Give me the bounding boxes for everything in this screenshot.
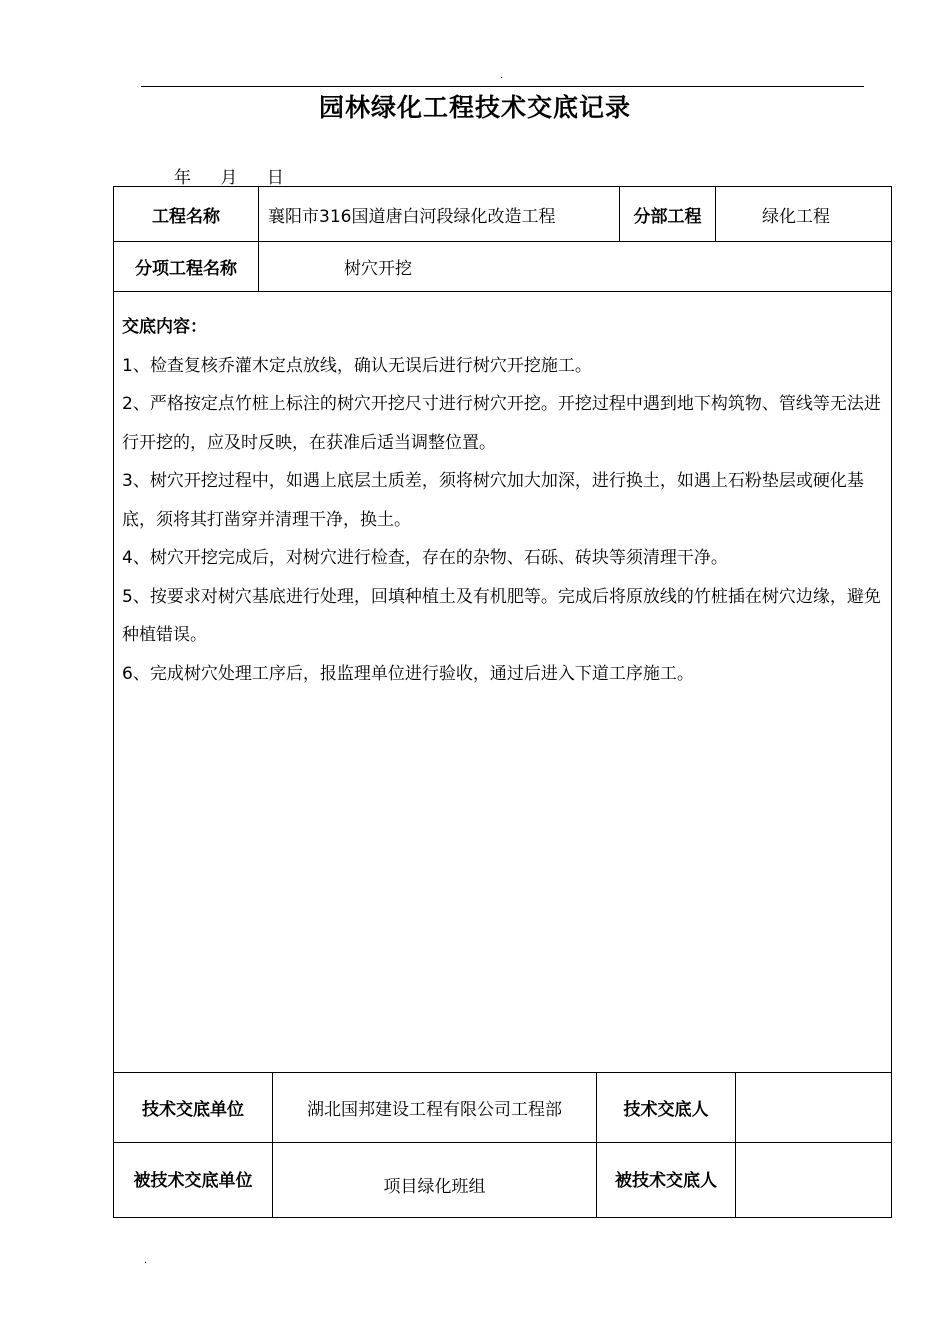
item-name-value: 树穴开挖 <box>344 259 412 279</box>
content-item-2: 2、严格按定点竹桩上标注的树穴开挖尺寸进行树穴开挖。开挖过程中遇到地下构筑物、管线等无法进行开挖的，应及时反映，在获准后适当调整位置。 <box>122 394 881 453</box>
project-name-label: 工程名称 <box>152 206 220 227</box>
header-rule <box>141 86 864 87</box>
header-dot: . <box>500 70 504 81</box>
content-item-5: 5、按要求对树穴基底进行处理，回填种植土及有机肥等。完成后将原放线的竹桩插在树穴边缘，避免种植错误。 <box>122 586 881 645</box>
content-item-4: 4、树穴开挖完成后，对树穴进行检查，存在的杂物、石砾、砖块等须清理干净。 <box>122 548 728 568</box>
col-divider-top-1 <box>258 186 259 292</box>
tech-person-value <box>736 1073 891 1142</box>
row-divider-2 <box>113 291 892 292</box>
content-heading: 交底内容： <box>122 317 207 337</box>
content-section <box>122 308 884 693</box>
date-line <box>174 163 308 188</box>
content-item-1: 1、检查复核乔灌木定点放线，确认无误后进行树穴开挖施工。 <box>122 355 592 376</box>
tech-unit-label: 技术交底单位 <box>142 1100 244 1120</box>
tech-person-label: 技术交底人 <box>623 1100 709 1120</box>
content-item-6: 6、完成树穴处理工序后，报监理单位进行验收，通过后进入下道工序施工。 <box>122 663 694 684</box>
recv-unit-value: 项目绿化班组 <box>383 1176 486 1197</box>
date-month-label: 月 <box>220 168 238 188</box>
recv-person-value <box>736 1143 891 1217</box>
item-name-label: 分项工程名称 <box>135 259 237 279</box>
project-name-value: 襄阳市316国道唐白河段绿化改造工程 <box>268 206 556 227</box>
tech-unit-value: 湖北国邦建设工程有限公司工程部 <box>307 1100 562 1120</box>
date-day-label: 日 <box>266 168 284 188</box>
recv-unit-label: 被技术交底单位 <box>133 1170 253 1191</box>
document-title: 园林绿化工程技术交底记录 <box>318 93 631 122</box>
sub-project-label: 分部工程 <box>633 206 702 227</box>
sub-project-value: 绿化工程 <box>762 206 830 227</box>
date-year-label: 年 <box>174 168 191 188</box>
content-item-3: 3、树穴开挖过程中，如遇上底层土质差，须将树穴加大加深，进行换土，如遇上石粉垫层或硬化基底，须将其打凿穿并清理干净，换土。 <box>122 471 864 530</box>
footer-dot: . <box>144 1255 148 1266</box>
recv-person-label: 被技术交底人 <box>615 1170 717 1191</box>
